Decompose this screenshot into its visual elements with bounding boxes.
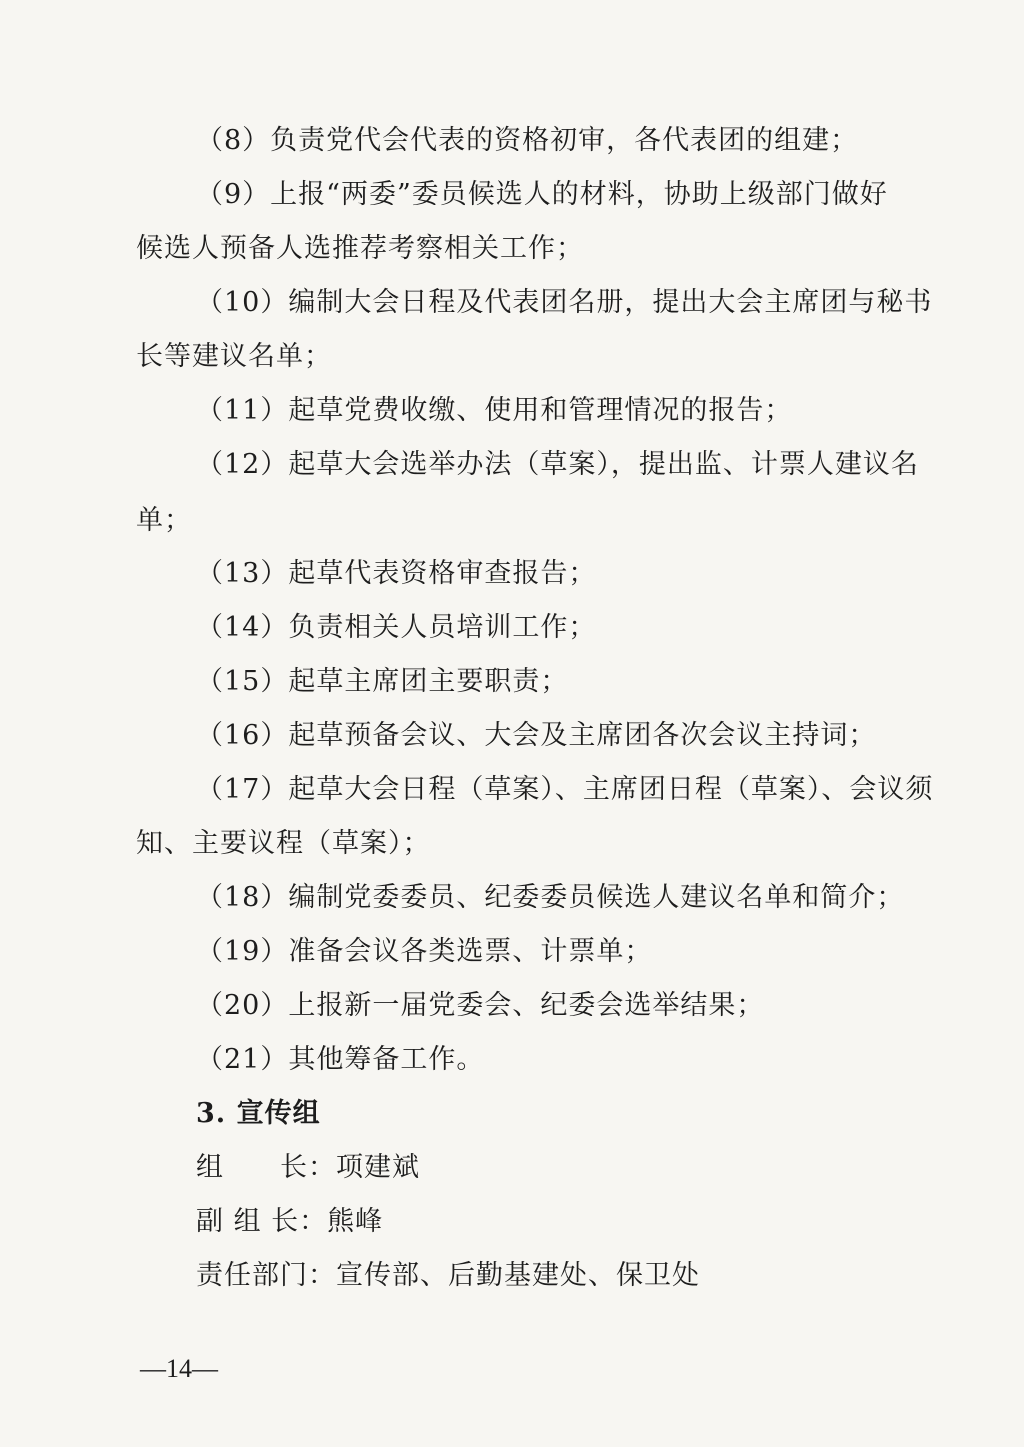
list-item-10-continuation: 长等建议名单； [136,341,332,372]
list-item-9: （9）上报“两委”委员候选人的材料，协助上级部门做好 [196,179,888,210]
list-item-12-continuation: 单； [136,505,192,536]
list-item-9-continuation: 候选人预备人选推荐考察相关工作； [136,233,584,264]
list-item-16: （16）起草预备会议、大会及主席团各次会议主持词； [196,720,877,751]
list-item-20: （20）上报新一届党委会、纪委会选举结果； [196,990,765,1021]
section-heading: 3. 宣传组 [196,1098,321,1129]
list-item-17: （17）起草大会日程（草案）、主席团日程（草案）、会议须 [196,774,934,805]
list-item-13: （13）起草代表资格审查报告； [196,558,597,589]
responsible-departments-line: 责任部门：宣传部、后勤基建处、保卫处 [196,1260,700,1291]
list-item-11: （11）起草党费收缴、使用和管理情况的报告； [196,395,793,426]
list-item-8: （8）负责党代会代表的资格初审，各代表团的组建； [196,125,859,156]
list-item-12: （12）起草大会选举办法（草案），提出监、计票人建议名 [196,449,919,480]
list-item-17-continuation: 知、主要议程（草案）； [136,828,431,859]
list-item-10: （10）编制大会日程及代表团名册，提出大会主席团与秘书 [196,287,933,318]
deputy-leader-line: 副 组 长：熊峰 [196,1206,384,1237]
group-leader-line: 组 长：项建斌 [196,1152,420,1183]
list-item-18: （18）编制党委委员、纪委委员候选人建议名单和简介； [196,882,905,913]
list-item-21: （21）其他筹备工作。 [196,1044,485,1075]
page-number: —14— [140,1354,218,1383]
list-item-14: （14）负责相关人员培训工作； [196,612,597,643]
list-item-19: （19）准备会议各类选票、计票单； [196,936,653,967]
list-item-15: （15）起草主席团主要职责； [196,666,569,697]
